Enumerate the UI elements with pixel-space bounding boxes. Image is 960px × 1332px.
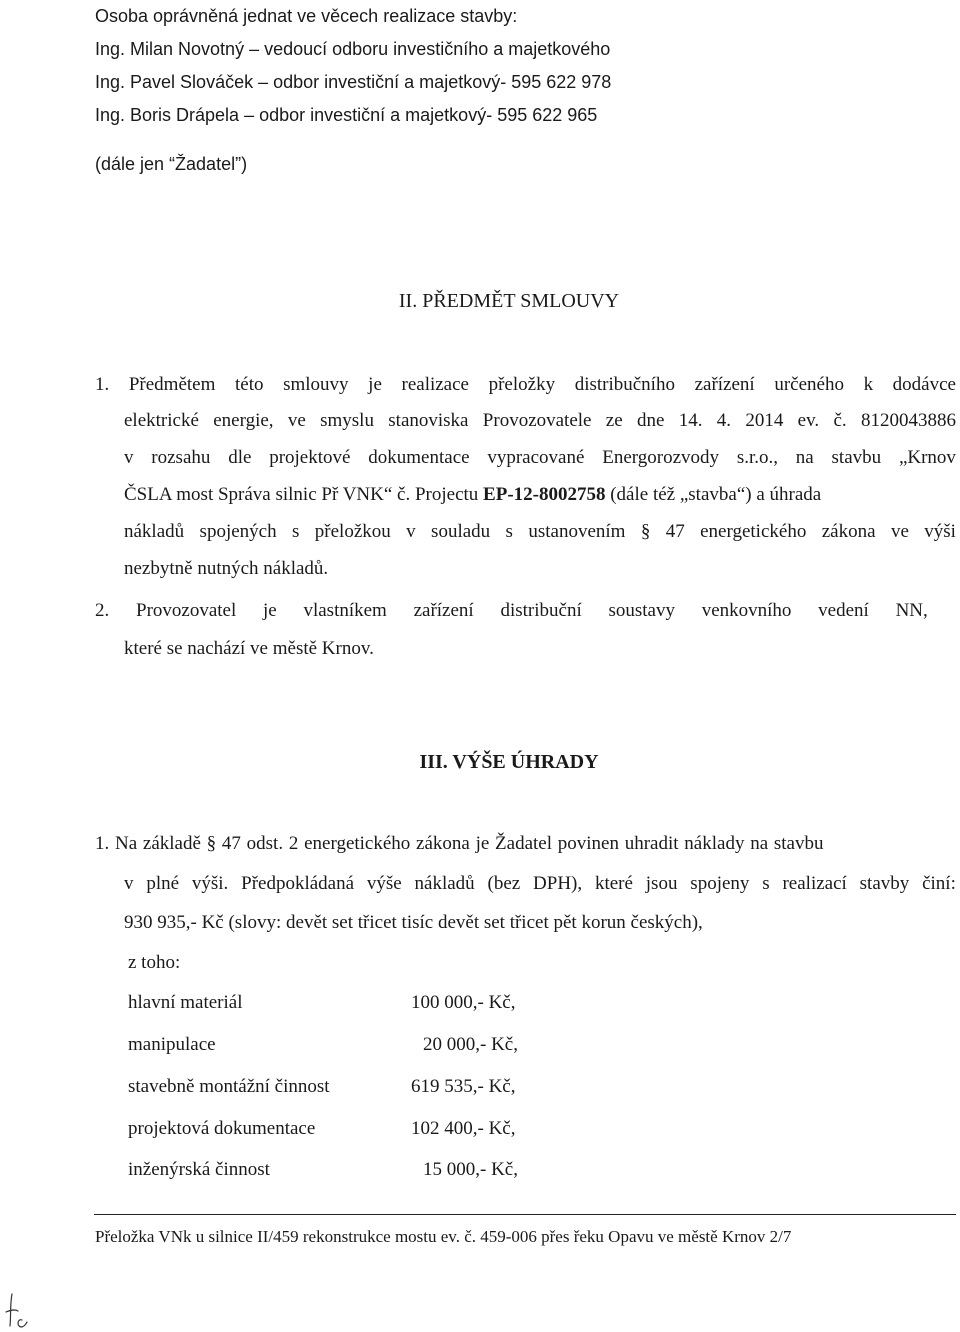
word: 14. xyxy=(678,410,703,431)
word: rozsahu xyxy=(151,447,211,468)
word: ev. xyxy=(797,410,820,431)
word: s xyxy=(505,521,513,542)
word: Předmětem xyxy=(128,374,216,395)
section-2-heading: II. PŘEDMĚT SMLOUVY xyxy=(398,290,620,312)
word: 47 xyxy=(665,521,685,542)
cost-item-amount: 15 000,- Kč, xyxy=(423,1159,518,1180)
section-2-paragraph-1-line-2 xyxy=(124,409,956,433)
word: v xyxy=(406,521,416,542)
footer-divider xyxy=(94,1214,956,1215)
section-2-paragraph-1-line-5 xyxy=(124,520,956,544)
word: v xyxy=(124,447,134,468)
word: zařízení xyxy=(694,374,755,395)
word: Energorozvody xyxy=(602,447,720,468)
word: určeného xyxy=(774,374,844,395)
word: nákladů xyxy=(124,521,185,542)
applicant-definition: (dále jen “Žadatel”) xyxy=(95,154,248,174)
section-2-paragraph-2-line-1: 2. Provozovatel je vlastníkem zařízení distribuční soustavy venkovního vedení NN, xyxy=(95,600,928,621)
word: stanoviska xyxy=(388,410,469,431)
word: ve xyxy=(287,410,306,431)
word: „Krnov xyxy=(898,447,956,468)
section-3-total-cost: 930 935,- Kč (slovy: devět set třicet tisíc devět set třicet pět korun českých), xyxy=(124,912,703,933)
word: energie, xyxy=(213,410,274,431)
word: činí: xyxy=(922,873,956,894)
word: projektové xyxy=(269,447,351,468)
word: ze xyxy=(605,410,623,431)
word: § xyxy=(640,521,651,542)
page-footer: Přeložka VNk u silnice II/459 rekonstrukce mostu ev. č. 459-006 přes řeku Opavu ve městě Krnov 2/7 xyxy=(95,1227,792,1246)
word: distribučního xyxy=(574,374,675,395)
word: Předpokládaná xyxy=(241,873,355,894)
word: smyslu xyxy=(320,410,374,431)
word: které xyxy=(594,873,633,894)
authorized-person-heading: Osoba oprávněná jednat ve věcech realizace stavby: xyxy=(95,6,518,26)
word: 1. xyxy=(95,374,110,395)
section-2-paragraph-1-line-1 xyxy=(95,373,956,397)
word: přeložky xyxy=(488,374,556,395)
section-2-paragraph-1-line-6: nezbytně nutných nákladů. xyxy=(124,558,329,579)
word: ve xyxy=(890,521,909,542)
word: smlouvy xyxy=(283,374,349,395)
cost-item-amount: 102 400,- Kč, xyxy=(411,1118,516,1139)
section-3-paragraph-1-line-2 xyxy=(124,872,956,896)
word: realizací xyxy=(782,873,847,894)
word: spojených xyxy=(199,521,277,542)
word: jsou xyxy=(645,873,678,894)
word: v xyxy=(124,873,134,894)
cost-item-label: manipulace xyxy=(128,1034,216,1055)
word: je xyxy=(368,374,382,395)
word: na xyxy=(795,447,814,468)
word: 2014 xyxy=(745,410,784,431)
word: s.r.o., xyxy=(736,447,778,468)
section-3-heading: III. VÝŠE ÚHRADY xyxy=(419,751,599,773)
contact-novotny: Ing. Milan Novotný – vedoucí odboru investičního a majetkového xyxy=(95,39,611,59)
section-2-paragraph-1-line-4 xyxy=(124,483,956,507)
word: k xyxy=(863,374,874,395)
word: realizace xyxy=(401,374,469,395)
section-2-paragraph-2-line-2: které se nachází ve městě Krnov. xyxy=(124,638,374,659)
word: této xyxy=(235,374,264,395)
word: DPH), xyxy=(533,873,583,894)
cost-item-label: hlavní materiál xyxy=(128,992,243,1013)
word: nákladů xyxy=(414,873,475,894)
word: stavbu xyxy=(831,447,882,468)
word: elektrické xyxy=(124,410,199,431)
word: dodávce xyxy=(892,374,956,395)
cost-item-label: projektová dokumentace xyxy=(128,1118,316,1139)
handwritten-initials xyxy=(2,1290,40,1330)
cost-item-label: inženýrská činnost xyxy=(128,1159,270,1180)
word: č. xyxy=(833,410,847,431)
word: vypracované xyxy=(487,447,585,468)
cost-item-label: stavebně montážní činnost xyxy=(128,1076,330,1097)
word: výše xyxy=(366,873,402,894)
word: výši. xyxy=(191,873,229,894)
word: spojeny xyxy=(690,873,750,894)
word: dle xyxy=(228,447,252,468)
word: stavby xyxy=(859,873,910,894)
contact-slovacek: Ing. Pavel Slováček – odbor investiční a majetkový- 595 622 978 xyxy=(95,72,612,92)
word: 8120043886 xyxy=(860,410,956,431)
word: přeložkou xyxy=(314,521,391,542)
word: 4. xyxy=(716,410,732,431)
word: dne xyxy=(636,410,665,431)
cost-item-amount: 20 000,- Kč, xyxy=(423,1034,518,1055)
cost-item-amount: 619 535,- Kč, xyxy=(411,1076,516,1097)
word: s xyxy=(762,873,770,894)
word: Provozovatele xyxy=(482,410,592,431)
word: ustanovením xyxy=(528,521,626,542)
word: plné xyxy=(146,873,180,894)
word: výši xyxy=(924,521,956,542)
word: (bez xyxy=(487,873,521,894)
project-suffix: (dále též „stavba“) a úhrada xyxy=(605,484,822,505)
project-prefix: ČSLA most Správa silnic Př VNK“ č. Projectu xyxy=(124,484,484,505)
section-2-paragraph-1-line-3 xyxy=(124,446,956,470)
contact-drapela: Ing. Boris Drápela – odbor investiční a majetkový- 595 622 965 xyxy=(95,105,598,125)
cost-item-amount: 100 000,- Kč, xyxy=(411,992,516,1013)
word: zákona xyxy=(821,521,876,542)
word: energetického xyxy=(700,521,807,542)
section-3-of-which: z toho: xyxy=(128,952,181,973)
section-3-paragraph-1-line-1: 1. Na základě § 47 odst. 2 energetického zákona je Žadatel povinen uhradit náklady na stavbu xyxy=(95,833,824,854)
word: dokumentace xyxy=(368,447,470,468)
project-number: EP-12-8002758 xyxy=(483,484,606,505)
word: s xyxy=(291,521,300,542)
word: souladu xyxy=(431,521,491,542)
